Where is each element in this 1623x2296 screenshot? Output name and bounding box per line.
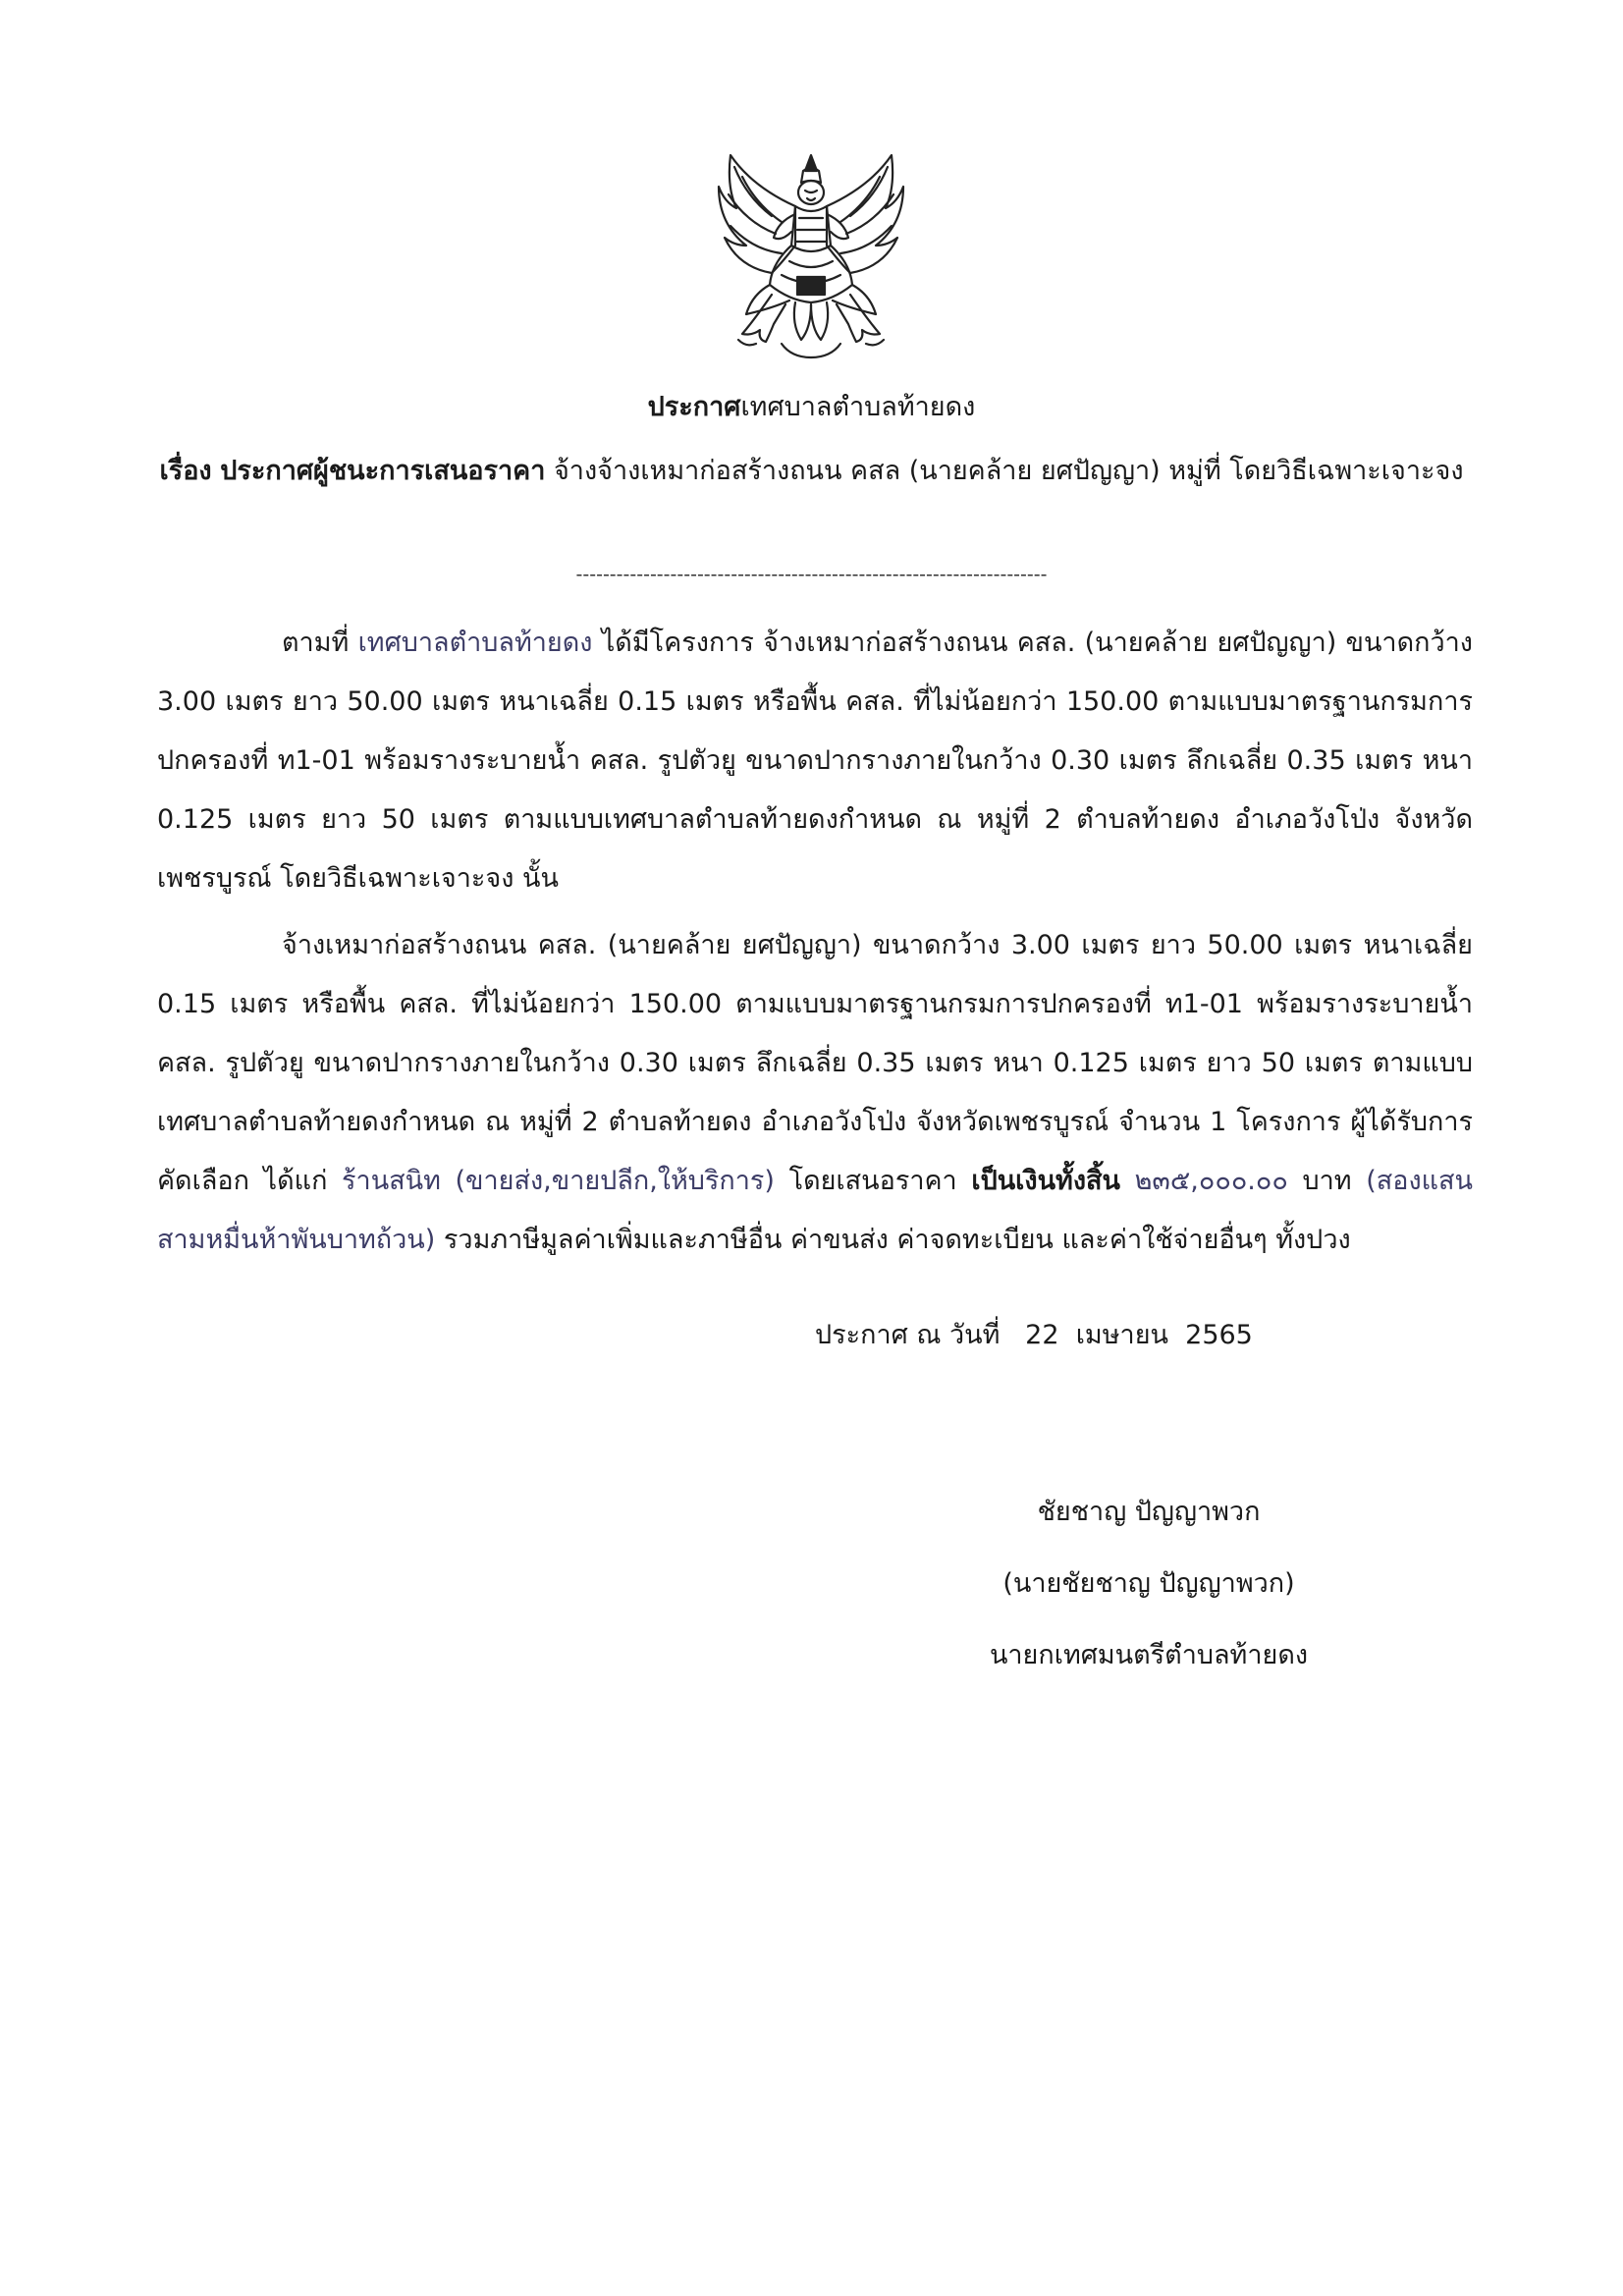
date-prefix: ประกาศ ณ วันที่ <box>815 1320 1001 1350</box>
paragraph-1-text: ได้มีโครงการ จ้างเหมาก่อสร้างถนน คสล. (นายคล้าย ยศปัญญา) ขนาดกว้าง 3.00 เมตร ยาว 50.00 เมตร หนาเฉลี่ย 0.15 เมตร หรือพื้น คสล. ที่ไม่น้อยกว่า 150.00 ตามแบบมาตรฐานกรมการปกครองที่ ท1-01 พร้อมรางระบายน้ำ คสล. รูปตัวยู ขนาดปากรางภายในกว้าง 0.30 เมตร ลึกเฉลี่ย 0.35 เมตร หนา 0.125 เมตร ยาว 50 เมตร ตามแบบเทศบาลตำบลท้ายดงกำหนด ณ หมู่ที่ 2 ตำบลท้ายดง อำเภอวังโป่ง จังหวัดเพชรบูรณ์ โดยวิธีเฉพาะเจาะจง นั้น <box>157 628 1473 894</box>
announcement-body <box>157 614 1473 1270</box>
paragraph-1-org: เทศบาลตำบลท้ายดง <box>357 628 593 658</box>
price-unit: บาท <box>1302 1166 1352 1196</box>
garuda-emblem-icon <box>713 147 909 368</box>
price-lead: โดยเสนอราคา <box>788 1166 957 1196</box>
announcement-title <box>157 388 1466 427</box>
price-label: เป็นเงินทั้งสิ้น <box>971 1166 1120 1196</box>
tax-note: รวมภาษีมูลค่าเพิ่มและภาษีอื่น ค่าขนส่ง ค่าจดทะเบียน และค่าใช้จ่ายอื่นๆ ทั้งปวง <box>443 1225 1351 1255</box>
signature-name: ชัยชาญ ปัญญาพวก <box>1037 1497 1261 1527</box>
paragraph-1-lead: ตามที่ <box>282 628 350 658</box>
divider-line: ---------------------------------------------------------------------- <box>575 564 1048 585</box>
subject-text: จ้างจ้างเหมาก่อสร้างถนน คสล (นายคล้าย ยศปัญญา) หมู่ที่ โดยวิธีเฉพาะเจาะจง <box>553 456 1464 486</box>
paragraph-2-text: จ้างเหมาก่อสร้างถนน คสล. (นายคล้าย ยศปัญญา) ขนาดกว้าง 3.00 เมตร ยาว 50.00 เมตร หนาเฉลี่ย 0.15 เมตร หรือพื้น คสล. ที่ไม่น้อยกว่า 150.00 ตามแบบมาตรฐานกรมการปกครองที่ ท1-01 พร้อมรางระบายน้ำ คสล. รูปตัวยู ขนาดปากรางภายในกว้าง 0.30 เมตร ลึกเฉลี่ย 0.35 เมตร หนา 0.125 เมตร ยาว 50 เมตร ตามแบบเทศบาลตำบลท้ายดงกำหนด ณ หมู่ที่ 2 ตำบลท้ายดง อำเภอวังโป่ง จังหวัดเพชรบูรณ์ จำนวน 1 โครงการ ผู้ได้รับการคัดเลือก ได้แก่ <box>157 930 1473 1196</box>
paragraph-1 <box>157 614 1473 908</box>
announcement-date <box>815 1316 1253 1355</box>
date-year: 2565 <box>1185 1320 1253 1350</box>
subject-label: เรื่อง <box>159 456 212 486</box>
signature-full-name: (นายชัยชาญ ปัญญาพวก) <box>1002 1568 1295 1599</box>
paragraph-2 <box>157 916 1473 1270</box>
date-month: เมษายน <box>1075 1320 1168 1350</box>
signature-position: นายกเทศมนตรีตำบลท้ายดง <box>989 1640 1309 1670</box>
amount-in-words: (สองแสนสามหมื่นห้าพันบาทถ้วน) <box>157 1166 1473 1255</box>
winner-name: ร้านสนิท (ขายส่ง,ขายปลีก,ให้บริการ) <box>342 1166 775 1196</box>
subject-heading: ประกาศผู้ชนะการเสนอราคา <box>220 456 546 486</box>
subject-block <box>157 440 1466 503</box>
date-day: 22 <box>1025 1320 1059 1350</box>
announcement-prefix: ประกาศ <box>647 392 741 422</box>
announcer-org: เทศบาลตำบลท้ายดง <box>740 392 976 422</box>
price-amount: ๒๓๕,๐๐๐.๐๐ <box>1134 1166 1288 1196</box>
